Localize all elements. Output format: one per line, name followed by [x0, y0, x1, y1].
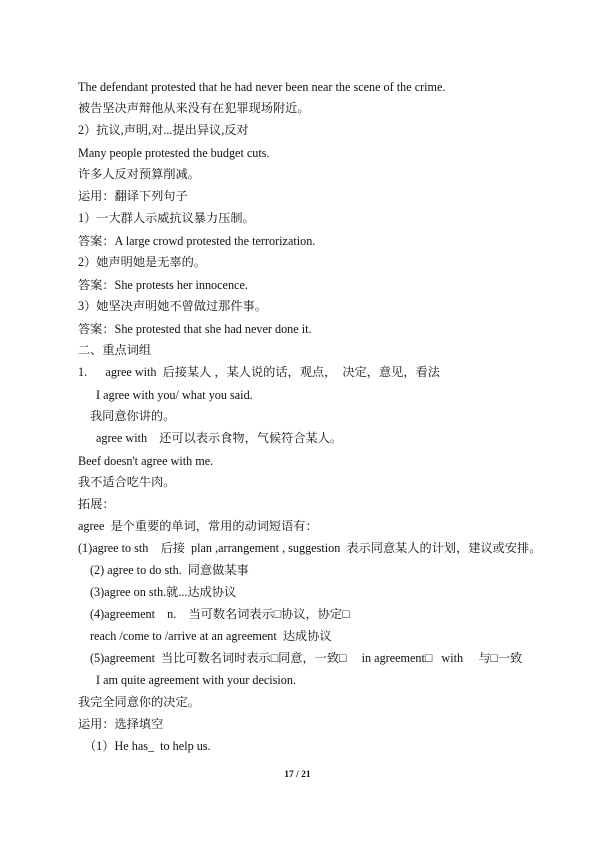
text-line: (4)agreement n. 当可数名词表示□协议，协定□: [90, 607, 350, 621]
text-line: The defendant protested that he had never been near the scene of the crime.: [78, 80, 446, 94]
text-line: 3）她坚决声明她不曾做过那件事。: [78, 299, 267, 313]
text-line: reach /come to /arrive at an agreement 达成协议: [90, 629, 332, 643]
text-line: agree 是个重要的单词，常用的动词短语有：: [78, 519, 318, 533]
text-line: (5)agreement 当比可数名词时表示□同意，一致□ in agreement□ with 与□一致: [90, 651, 523, 665]
text-line: 许多人反对预算削减。: [78, 167, 200, 181]
text-line: agree with 还可以表示食物，气候符合某人。: [96, 431, 343, 445]
text-line: 我不适合吃牛肉。: [78, 475, 176, 489]
text-line: 拓展：: [78, 497, 115, 511]
text-line: 我同意你讲的。: [90, 409, 176, 423]
text-line: 答案：She protests her innocence.: [78, 278, 248, 292]
text-line: 运用：选择填空: [78, 717, 164, 731]
text-line: (2) agree to do sth. 同意做某事: [90, 563, 249, 577]
text-line: I agree with you/ what you said.: [96, 388, 253, 402]
text-line: 答案：A large crowd protested the terrorization.: [78, 234, 316, 248]
text-line: 我完全同意你的决定。: [78, 695, 200, 709]
text-line: 1）一大群人示威抗议暴力压制。: [78, 211, 255, 225]
text-line: I am quite agreement with your decision.: [96, 673, 297, 687]
text-line: 1. agree with 后接某人 ，某人说的话，观点， 决定，意见，看法: [78, 365, 440, 379]
text-line: Many people protested the budget cuts.: [78, 146, 270, 160]
text-line: Beef doesn't agree with me.: [78, 454, 214, 468]
text-line: 被告坚决声辩他从来没有在犯罪现场附近。: [78, 101, 310, 115]
text-line: 2）她声明她是无辜的。: [78, 255, 206, 269]
text-line: 运用：翻译下列句子: [78, 189, 188, 203]
text-line: （1）He has_ to help us.: [84, 739, 211, 753]
text-line: 答案：She protested that she had never done it.: [78, 322, 312, 336]
text-line: (1)agree to sth 后接 plan ,arrangement , suggestion 表示同意某人的计划，建议或安排。: [78, 541, 542, 555]
text-line: (3)agree on sth.就...达成协议: [90, 585, 237, 599]
page-number: 17 / 21: [284, 770, 311, 780]
text-line: 2）抗议,声明,对...提出异议,反对: [78, 123, 249, 137]
section-heading: 二、重点词组: [78, 343, 152, 357]
